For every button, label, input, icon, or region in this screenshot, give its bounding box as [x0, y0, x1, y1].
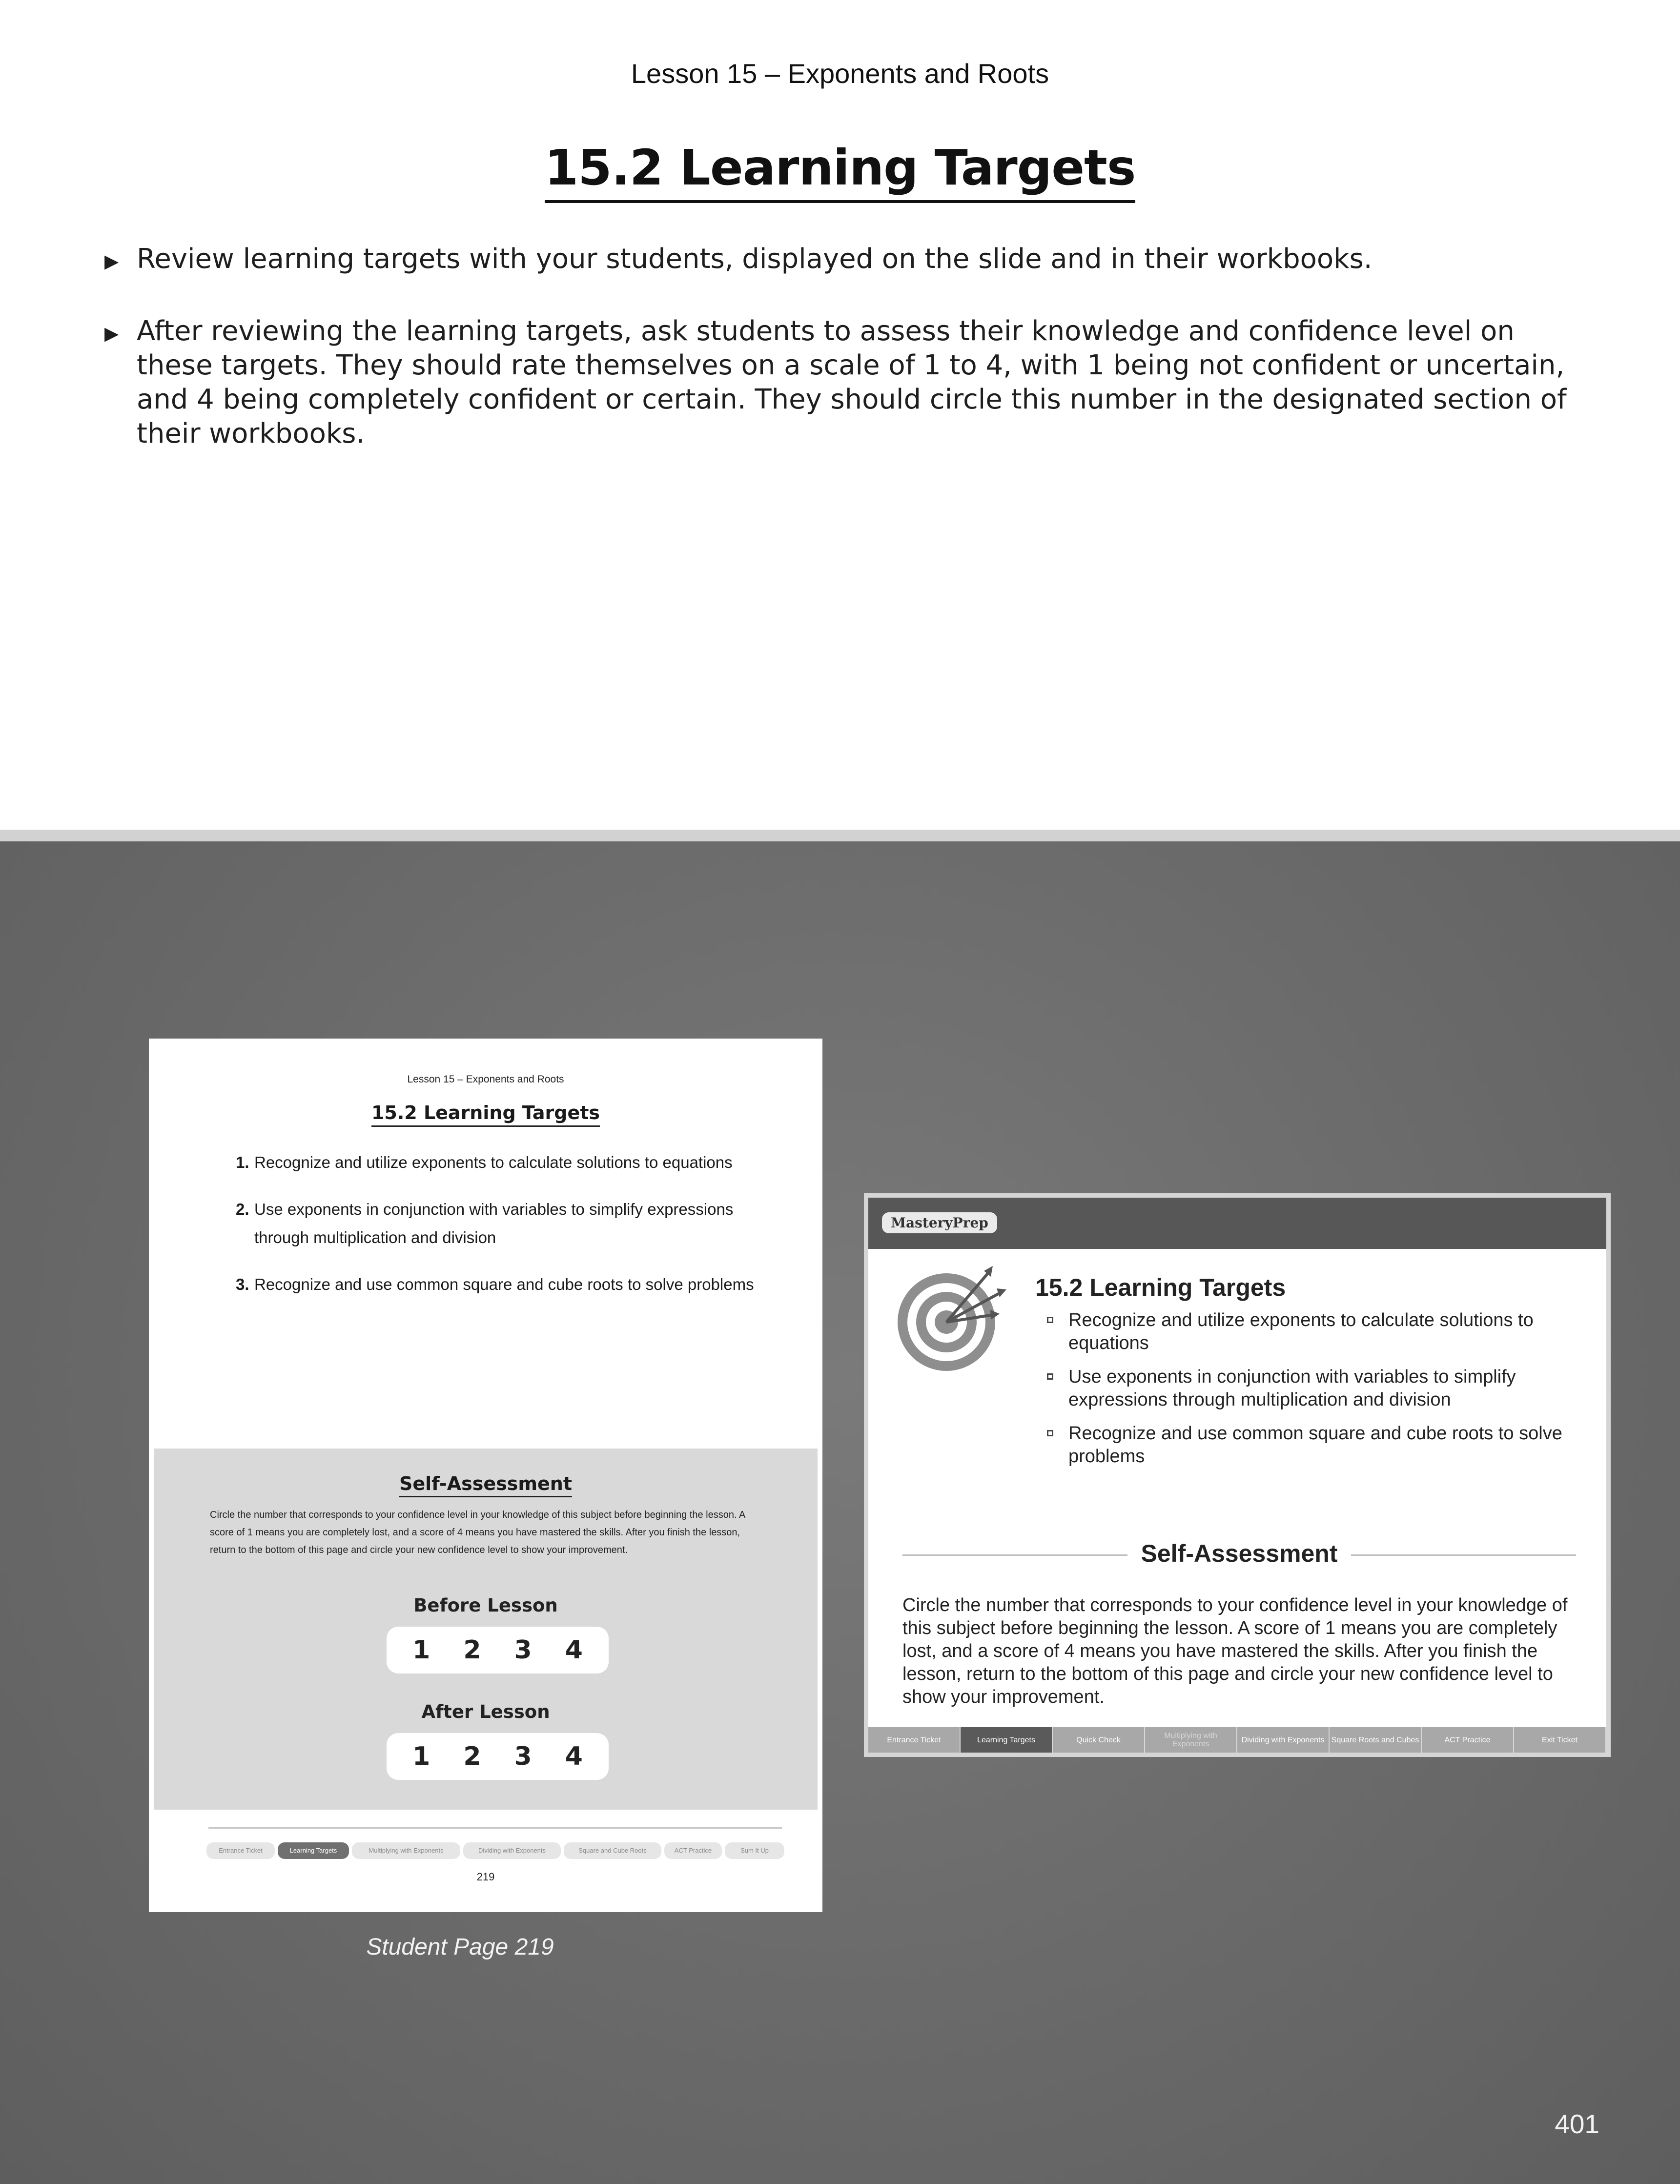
learning-target-item: 2. Use exponents in conjunction with variables to simplify expressions through multiplication and division	[236, 1200, 734, 1246]
slide-nav-tab: Quick Check	[1053, 1727, 1145, 1753]
student-page-header: Lesson 15 – Exponents and Roots	[407, 1074, 564, 1085]
student-page-title: 15.2 Learning Targets	[149, 1102, 822, 1127]
nav-tab-active: Learning Targets	[278, 1842, 349, 1859]
lesson-header: Lesson 15 – Exponents and Roots	[631, 58, 1049, 89]
instruction-bullet	[104, 242, 1591, 276]
before-lesson-label: Before Lesson	[413, 1595, 558, 1616]
bullet-text: Review learning targets with your students, displayed on the slide and in their workbooks.	[137, 243, 1373, 275]
nav-tab: Sum It Up	[725, 1842, 784, 1859]
page-number: 401	[1555, 2109, 1599, 2139]
instruction-bullet	[104, 314, 1591, 451]
student-page-number: 219	[476, 1871, 495, 1883]
footer-rule	[208, 1827, 782, 1829]
slide-nav-tab: ACT Practice	[1422, 1727, 1514, 1753]
slide-nav-tab-active: Learning Targets	[961, 1727, 1053, 1753]
slide-thumbnail	[864, 1193, 1611, 1757]
page-title: 15.2 Learning Targets	[0, 139, 1680, 203]
slide-target-item: Use exponents in conjunction with variables to simplify expressions through multiplication and division	[1044, 1366, 1581, 1411]
self-assessment-text: Circle the number that corresponds to your confidence level in your knowledge of this subject before beginning the lesson. A score of 1 means you are completely lost, and a score of 4 means you have mastered the skills. After you finish the lesson, return to the bottom of this page and circle your new confidence level to show your improvement.	[210, 1510, 745, 1555]
slide-nav-tab: Entrance Ticket	[868, 1727, 961, 1753]
self-assessment-title: Self-Assessment	[154, 1473, 818, 1497]
nav-tab: ACT Practice	[664, 1842, 722, 1859]
slide-targets-list	[1044, 1309, 1581, 1479]
learning-targets-list	[236, 1148, 792, 1317]
scale-option: 3	[514, 1635, 532, 1665]
slide-header-bar	[868, 1198, 1606, 1249]
bullet-arrow-icon: ▶	[104, 323, 119, 344]
learning-target-item: 3. Recognize and use common square and cube roots to solve problems	[236, 1275, 754, 1293]
scale-option: 1	[412, 1635, 430, 1665]
slide-nav-tab: Square Roots and Cubes	[1330, 1727, 1422, 1753]
self-assessment-panel	[154, 1449, 818, 1810]
scale-option: 2	[463, 1635, 481, 1665]
slide-nav-tab: Exit Ticket	[1514, 1727, 1606, 1753]
bullet-text: After reviewing the learning targets, ask students to assess their knowledge and confidence level on these targets. They should rate themselves on a scale of 1 to 4, with 1 being not confident or uncertain, and 4 being completely confident or certain. They should circle this number in the designated section of their workbooks.	[137, 315, 1567, 449]
after-lesson-scale	[387, 1733, 609, 1780]
slide-nav-tab: Multiplying with Exponents	[1145, 1727, 1237, 1753]
nav-tab: Multiplying with Exponents	[352, 1842, 460, 1859]
after-lesson-label: After Lesson	[421, 1701, 550, 1722]
student-page-nav	[206, 1842, 787, 1859]
slide-self-assessment-heading: Self-Assessment	[902, 1539, 1576, 1569]
teacher-notes	[0, 0, 1680, 830]
before-lesson-scale	[387, 1627, 609, 1674]
student-page-thumbnail	[149, 1039, 822, 1912]
slide-self-assessment-text: Circle the number that corresponds to your confidence level in your knowledge of this subject before beginning the lesson. A score of 1 means you are completely lost, and a score of 4 means you have mastered the skills. After you finish the lesson, return to the bottom of this page and circle your new confidence level to show your improvement.	[902, 1595, 1568, 1707]
scale-option: 2	[463, 1742, 481, 1771]
scale-option: 1	[412, 1742, 430, 1771]
slide-nav-tab: Dividing with Exponents	[1237, 1727, 1330, 1753]
nav-tab: Dividing with Exponents	[463, 1842, 561, 1859]
bullet-arrow-icon: ▶	[104, 250, 119, 272]
scale-option: 4	[565, 1635, 583, 1665]
checkbox-icon	[1047, 1373, 1053, 1380]
scale-option: 4	[565, 1742, 583, 1771]
masteryprep-logo: MasteryPrep	[882, 1212, 997, 1233]
slide-target-item: Recognize and use common square and cube roots to solve problems	[1044, 1422, 1581, 1468]
checkbox-icon	[1047, 1317, 1053, 1323]
nav-tab: Entrance Ticket	[206, 1842, 275, 1859]
target-arrows-icon	[895, 1256, 1012, 1376]
slide-title: 15.2 Learning Targets	[1035, 1274, 1286, 1301]
scale-option: 3	[514, 1742, 532, 1771]
section-divider	[0, 830, 1680, 841]
student-page-caption: Student Page 219	[366, 1934, 554, 1960]
slide-nav	[868, 1727, 1606, 1753]
learning-target-item: 1. Recognize and utilize exponents to calculate solutions to equations	[236, 1153, 733, 1171]
nav-tab: Square and Cube Roots	[564, 1842, 661, 1859]
slide-target-item: Recognize and utilize exponents to calculate solutions to equations	[1044, 1309, 1581, 1355]
checkbox-icon	[1047, 1430, 1053, 1436]
